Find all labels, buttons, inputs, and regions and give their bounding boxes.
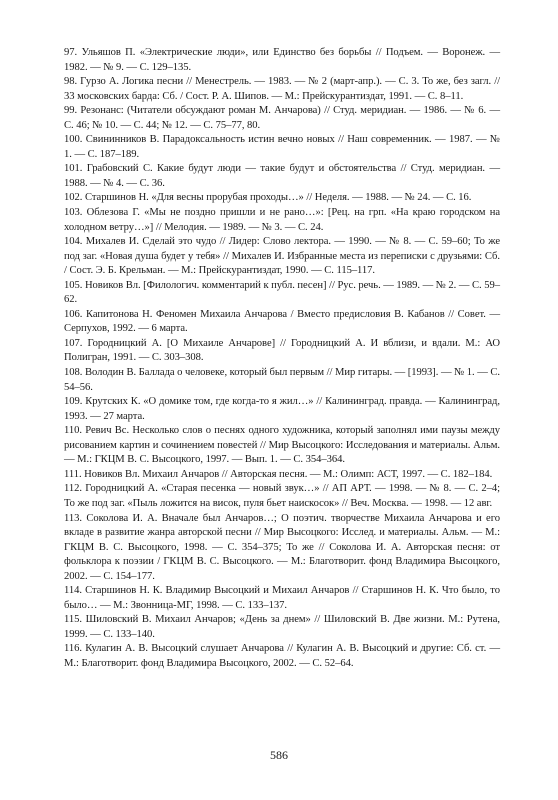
entry-number: 104. [64,236,83,248]
entry-text: Облезова Г. «Мы не поздно пришли и не рано…»: [Рец. на грп. «На краю городском на холодном ветру…»] // Мелодия. — 1989. — № 3. — С. 24. [64,207,500,233]
entry-number: 102. [64,192,83,204]
entry-number: 115. [64,614,82,626]
entry-text: Старшинов Н. К. Владимир Высоцкий и Михаил Анчаров // Старшинов Н. К. Что было, то было… — М.: Звонница-МГ, 1998. — С. 133–137. [64,585,500,611]
bibliography-entry-103 [64,206,500,235]
bibliography-entry-99 [64,104,500,133]
bibliography-entry-97 [64,46,500,75]
entry-text: Гурзо А. Логика песни // Менестрель. — 1983. — № 2 (март-апр.). — С. 3. То же, без загл. // 33 московских барда: Сб. / Сост. Р. А. Шипов. — М.: Прейскурантиздат, 1991. — С. 8–11. [64,76,500,102]
bibliography-list [64,46,500,672]
entry-number: 100. [64,134,83,146]
entry-text: Кулагин А. В. Высоцкий слушает Анчарова // Кулагин А. В. Высоцкий и другие: Сб. ст. — М.: Благотворит. фонд Владимира Высоцкого, 2002. — С. 52–64. [64,643,500,669]
entry-text: Старшинов Н. «Для весны прорубая проходы…» // Неделя. — 1988. — № 24. — С. 16. [84,192,472,204]
bibliography-entry-110 [64,424,500,468]
bibliography-entry-104 [64,235,500,279]
bibliography-entry-111 [64,468,500,483]
entry-number: 105. [64,279,83,291]
entry-text: Новиков Вл. [Филологич. комментарий к публ. песен] // Рус. речь. — 1989. — № 2. — С. 59–62. [64,279,500,306]
entry-number: 109. [64,396,83,408]
bibliography-entry-108 [64,366,500,395]
entry-text: Шиловский В. Михаил Анчаров; «День за днем» // Шиловский В. Две жизни. М.: Рутена, 1999. — С. 133–140. [64,614,500,640]
entry-number: 108. [64,367,83,379]
entry-number: 112. [64,483,82,495]
bibliography-entry-106 [64,308,500,337]
bibliography-entry-100 [64,133,500,162]
entry-text: Городницкий А. [О Михаиле Анчарове] // Городницкий А. И вблизи, и вдали. М.: АО Полигран, 1991. — С. 303–308. [64,337,500,364]
bibliography-entry-112 [64,482,500,511]
entry-text: Володин В. Баллада о человеке, который был первым // Мир гитары. — [1993]. — № 1. — С. 54–56. [64,367,500,393]
bibliography-entry-115 [64,613,500,642]
bibliography-entry-105 [64,279,500,308]
bibliography-entry-98 [64,75,500,104]
entry-text: Резонанс: (Читатели обсуждают роман М. Анчарова) // Студ. меридиан. — 1986. — № 6. — С. 46; № 10. — С. 44; № 12. — С. 75–77, 80. [64,105,500,131]
entry-number: 101. [64,163,83,175]
bibliography-entry-107 [64,337,500,366]
entry-text: Городницкий А. «Старая песенка — новый звук…» // АП АРТ. — 1998. — № 8. — С. 2–4; То же под заг. «Пыль ложится на висок, пуля бьет наискосок» // Веч. Москва. — 1998. — 12 авг. [64,483,500,509]
bibliography-entry-116 [64,642,500,671]
entry-text: Ревич Вс. Несколько слов о песнях одного художника, который заполнял ими паузы между рисованием картин и сочинением повестей // Мир Высоцкого: Исследования и материалы. Альм. — М.: ГКЦМ В. С. Высоцкого, 1997. — Вып. 1. — С. 354–364. [64,425,500,466]
entry-text: Капитонова Н. Феномен Михаила Анчарова / Вместо предисловия В. Кабанов // Совет. — Серпухов, 1992. — 6 марта. [64,308,500,335]
entry-text: Ульяшов П. «Электрические люди», или Единство без борьбы // Подъем. — Воронеж. — 1982. — № 9. — С. 129–135. [64,47,500,73]
bibliography-entry-109 [64,395,500,424]
bibliography-entry-102 [64,191,500,206]
entry-number: 114. [64,585,82,597]
entry-number: 113. [64,512,82,524]
entry-text: Крутских К. «О домике том, где когда-то я жил…» // Калининград. правда. — Калининград, 1993. — 27 марта. [64,396,500,422]
bibliography-entry-113 [64,512,500,585]
entry-text: Новиков Вл. Михаил Анчаров // Авторская песня. — М.: Олимп: АСТ, 1997. — С. 182–184. [84,468,493,480]
entry-text: Грабовский С. Какие будут люди — такие будут и обстоятельства // Студ. меридиан. — 1988. — № 4. — С. 36. [64,163,500,189]
entry-number: 106. [64,308,83,320]
entry-number: 107. [64,337,83,349]
entry-text: Михалев И. Сделай это чудо // Лидер: Слово лектора. — 1990. — № 8. — С. 59–60; То же под заг. «Новая душа будет у тебя» // Михалев И. Избранные места из переписки с друзьями: Сб. / Сост. Э. Б. Крельман. — М.: Прейскурантиздат, 1990. — С. 115–117. [64,236,500,277]
entry-number: 99. [64,105,78,117]
entry-text: Соколова И. А. Вначале был Анчаров…; О поэтич. творчестве Михаила Анчарова и его вкладе в развитие жанра авторской песни // Мир Высоцкого: Исслед. и материалы. Альм. — М.: ГКЦМ В. С. Высоцкого, 1998. — С. 354–375; То же // Соколова И. А. Авторская песня: от фольклора к поэзии / ГКЦМ В. С. Высоцкого. — М.: Благотворит. фонд Владимира Высоцкого, 2002. — С. 154–177. [64,512,500,582]
entry-number: 111. [64,468,82,480]
bibliography-entry-101 [64,162,500,191]
entry-text: Свининников В. Парадоксальность истин вечно новых // Наш современник. — 1987. — № 1. — С. 187–189. [64,134,500,160]
entry-number: 103. [64,207,83,219]
bibliography-entry-114 [64,584,500,613]
entry-number: 97. [64,47,78,58]
entry-number: 116. [64,643,82,655]
entry-number: 110. [64,425,82,437]
page-number: 586 [270,748,288,762]
entry-number: 98. [64,76,78,88]
